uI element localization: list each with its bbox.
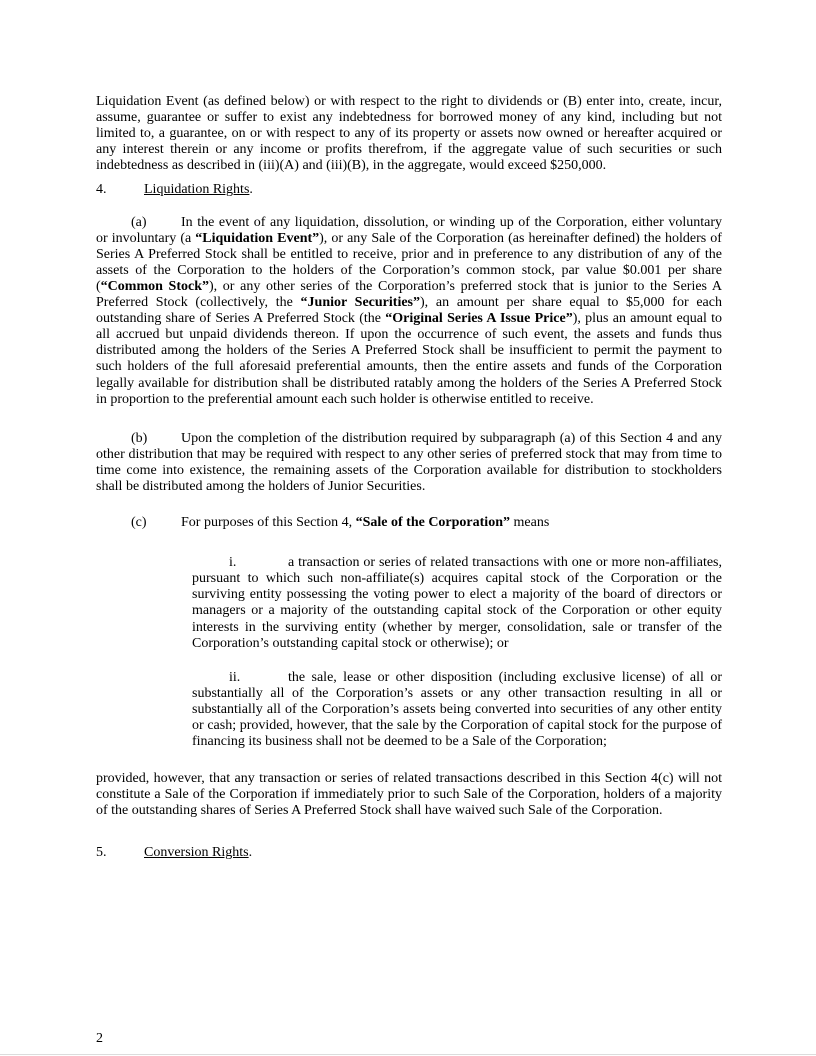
text-run: Upon the completion of the distribution required by subparagraph (a) of this Section 4 and any other distribution that may be required with respect to any other series of preferred stock that may from time to time come into existence, the remaining assets of the Corporation available for distribution to stockholders shall be distributed among the holders of Junior Securities. [96, 430, 722, 494]
defined-term-common-stock: “Common Stock” [100, 278, 209, 294]
text-run: Liquidation Event (as defined below) or with respect to the right to dividends or (B) enter into, create, incur, assume, guarantee or suffer to exist any indebtedness for borrowed money of any kind, including but not limited to, a guarantee, on or with respect to any of its property or assets now owned or hereafter acquired or any interest therein or any income or profits therefrom, if the aggregate value of such securities or such indebtedness as described in (iii)(A) and (iii)(B), in the aggregate, would exceed $250,000. [96, 94, 722, 174]
paragraph-a [96, 215, 722, 408]
proviso-paragraph [96, 771, 722, 819]
section-4-heading [96, 182, 722, 198]
text-run: ), or any Sale of the Corporation (as hereinafter defined) the holders of Series A Preferred Stock shall be entitled to receive, prior and in preference to any distribution of any of the assets of the Corporation to the holders of the Corporation’s common stock, par value $0.001 per share ( [96, 230, 722, 294]
paragraph-b [96, 431, 722, 495]
text-run: For purposes of this Section 4, [181, 515, 356, 531]
text-run: In the event of any liquidation, dissolution, or winding up of the Corporation, either voluntary or involuntary (a [96, 214, 722, 246]
subparagraph-i-label: i. [229, 555, 237, 571]
defined-term-original-series-a-issue-price: “Original Series A Issue Price” [385, 311, 573, 327]
intro-paragraph [96, 94, 722, 174]
document-body [96, 94, 722, 862]
section-5-number: 5. [96, 845, 107, 861]
paragraph-b-label: (b) [131, 430, 148, 446]
subparagraph-i [192, 555, 722, 652]
text-run: a transaction or series of related transactions with one or more non-affiliates, pursuant to which such non-affiliate(s) acquires capital stock of the Corporation or the surviving entity possessing the voting power to elect a majority of the board of directors or managers or a majority of the outstanding capital stock of the Corporation or other equity interests in the surviving entity (whether by merger, consolidation, sale or transfer of the Corporation’s outstanding capital stock or otherwise); or [192, 555, 722, 651]
defined-term-junior-securities: “Junior Securities” [300, 295, 420, 311]
paragraph-a-label: (a) [131, 214, 147, 230]
text-run: provided, however, that any transaction or series of related transactions described in this Section 4(c) will not constitute a Sale of the Corporation if immediately prior to such Sale of the Corporation, holders of a majority of the outstanding shares of Series A Preferred Stock shall have waived such Sale of the Corporation. [96, 771, 722, 819]
section-5-title-period: . [248, 845, 253, 861]
defined-term-liquidation-event: “Liquidation Event” [195, 230, 320, 246]
page-bottom-edge [0, 1054, 816, 1055]
text-run: ), an amount per share equal to $5,000 for each outstanding share of Series A Preferred Stock (the [96, 295, 722, 327]
defined-term-sale-of-the-corporation: “Sale of the Corporation” [355, 515, 510, 531]
paragraph-c [96, 515, 722, 531]
text-run: means [510, 515, 550, 531]
paragraph-c-label: (c) [131, 515, 147, 531]
section-4-title-period: . [249, 182, 253, 198]
text-run: the sale, lease or other disposition (including exclusive license) of all or substantially all of the Corporation’s assets or any other transaction resulting in all or substantially all of the Corporation’s assets being converted into securities of any other entity or cash; provided, however, that the sale by the Corporation of capital stock for the purpose of financing its business shall not be deemed to be a Sale of the Corporation; [192, 669, 722, 750]
section-5-heading [96, 845, 722, 861]
section-4-number: 4. [96, 182, 107, 198]
text-run: ), or any other series of the Corporation’s preferred stock that is junior to the Series A Preferred Stock (collectively, the [96, 278, 722, 311]
section-5-title: Conversion Rights [144, 845, 249, 861]
text-run: ), plus an amount equal to all accrued but unpaid dividends thereon. If upon the occurrence of such event, the assets and funds thus distributed among the holders of the Series A Preferred Stock shall be insufficient to permit the payment to such holders of the full aforesaid preferential amounts, then the entire assets and funds of the Corporation legally available for distribution shall be distributed ratably among the holders of the Series A Preferred Stock in proportion to the preferential amount each such holder is otherwise entitled to receive. [96, 311, 723, 407]
subparagraph-ii-label: ii. [229, 669, 241, 685]
page-number: 2 [96, 1031, 103, 1046]
section-4-title: Liquidation Rights [144, 182, 250, 198]
subparagraph-ii [192, 670, 722, 750]
